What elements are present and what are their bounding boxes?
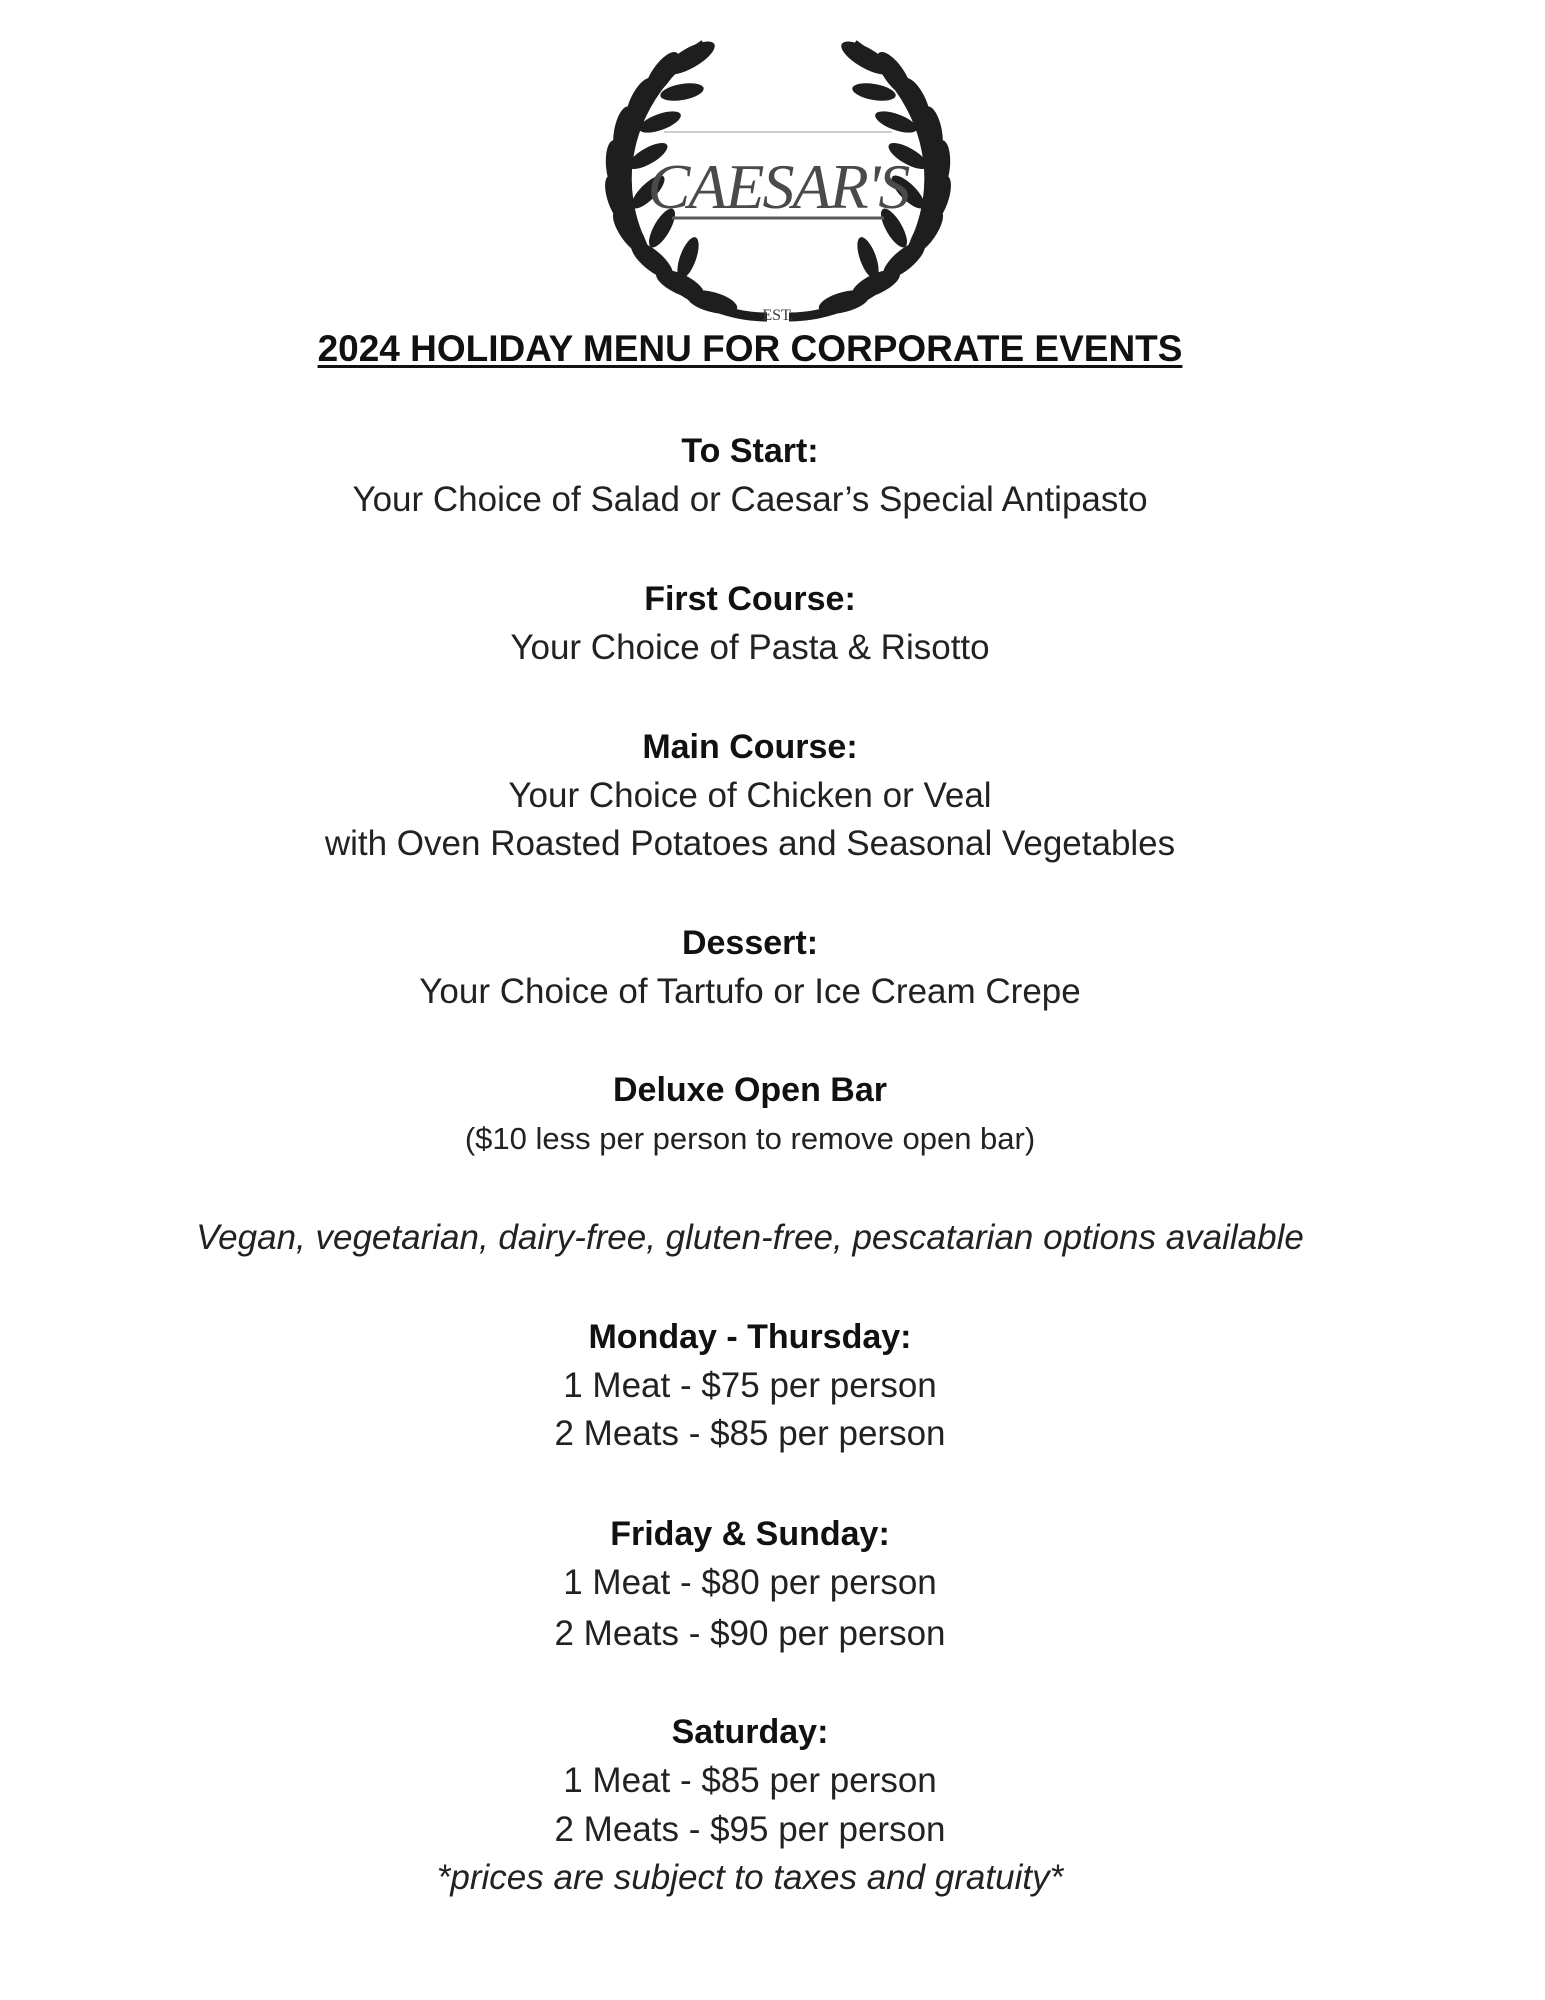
main-course-line-2: with Oven Roasted Potatoes and Seasonal Vegetables — [324, 824, 1176, 863]
dessert-heading: Dessert: — [681, 924, 819, 962]
saturday-price-1: 1 Meat - $85 per person — [563, 1761, 937, 1800]
caesars-logo — [592, 32, 964, 328]
mon-thu-price-2: 2 Meats - $85 per person — [554, 1414, 946, 1453]
start-heading: To Start: — [681, 432, 819, 470]
fri-sun-heading: Friday & Sunday: — [610, 1515, 890, 1553]
saturday-heading: Saturday: — [671, 1713, 829, 1751]
logo-est-text: EST. — [762, 307, 794, 324]
open-bar-heading: Deluxe Open Bar — [613, 1071, 887, 1109]
main-course-line-1: Your Choice of Chicken or Veal — [508, 776, 992, 815]
price-footnote: *prices are subject to taxes and gratuity* — [436, 1858, 1064, 1897]
menu-title: 2024 HOLIDAY MENU FOR CORPORATE EVENTS — [317, 328, 1183, 369]
saturday-price-2: 2 Meats - $95 per person — [554, 1810, 946, 1849]
start-line: Your Choice of Salad or Caesar’s Special Antipasto — [352, 480, 1148, 519]
fri-sun-price-1: 1 Meat - $80 per person — [563, 1563, 937, 1602]
first-course-line: Your Choice of Pasta & Risotto — [510, 628, 990, 667]
open-bar-note: ($10 less per person to remove open bar) — [464, 1121, 1036, 1156]
mon-thu-price-1: 1 Meat - $75 per person — [563, 1366, 937, 1405]
fri-sun-price-2: 2 Meats - $90 per person — [554, 1614, 946, 1653]
dietary-note: Vegan, vegetarian, dairy-free, gluten-free, pescatarian options available — [196, 1218, 1304, 1257]
dessert-line: Your Choice of Tartufo or Ice Cream Crepe — [419, 972, 1081, 1011]
logo-brand-text: CAESAR'S — [647, 151, 909, 222]
mon-thu-heading: Monday - Thursday: — [588, 1318, 912, 1356]
first-course-heading: First Course: — [644, 580, 856, 618]
main-course-heading: Main Course: — [642, 728, 858, 766]
